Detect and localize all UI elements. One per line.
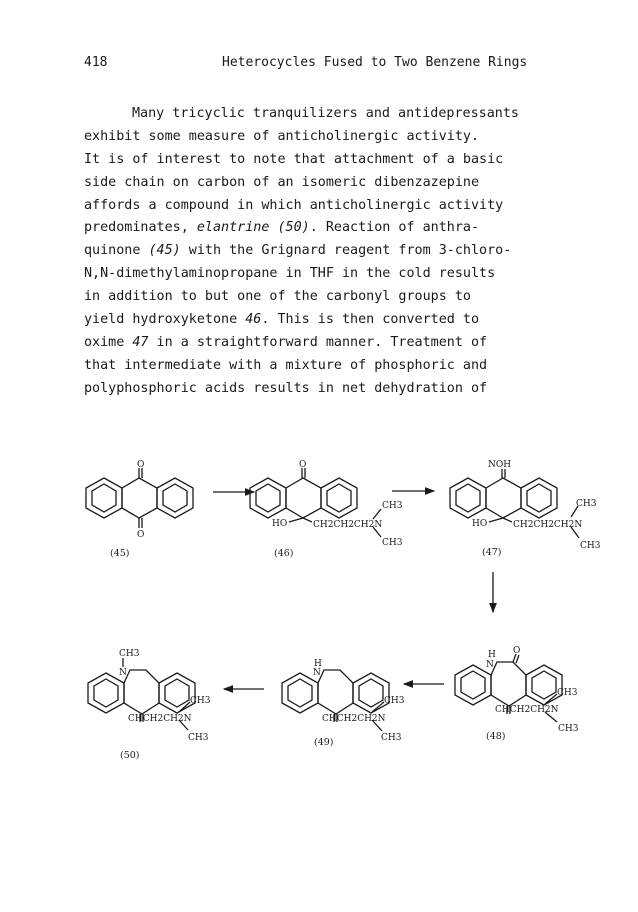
text-line: polyphosphoric acids results in net dehydration of — [84, 380, 488, 396]
structure-49 — [282, 659, 405, 748]
side-chain-label: CHCH2CH2N — [128, 714, 192, 724]
side-chain-label: CHCH2CH2N — [495, 705, 559, 715]
compound-ref: 46 — [245, 312, 262, 328]
nh-hydrogen-label: H — [488, 650, 496, 660]
methyl-label: CH3 — [557, 688, 578, 698]
compound-ref: (45) — [148, 243, 181, 259]
body-paragraph — [84, 103, 584, 401]
compound-ref: 47 — [132, 334, 149, 350]
text-line: exhibit some measure of anticholinergic activity. — [84, 128, 480, 144]
structure-47 — [450, 460, 601, 558]
methyl-label: CH3 — [384, 696, 405, 706]
methyl-label: CH3 — [381, 733, 402, 743]
oxime-label: NOH — [488, 460, 512, 470]
hydroxyl-label: HO — [472, 519, 488, 529]
compound-label-47: (47) — [482, 547, 502, 558]
methyl-label: CH3 — [188, 733, 209, 743]
methyl-label: CH3 — [558, 724, 579, 734]
text-line: side chain on carbon of an isomeric dibenzazepine — [84, 174, 480, 190]
methyl-label: CH3 — [190, 696, 211, 706]
nitrogen-label: N — [313, 668, 321, 678]
running-head: Heterocycles Fused to Two Benzene Rings — [222, 55, 528, 70]
text-line: in addition to but one of the carbonyl groups to — [84, 289, 471, 305]
text-line: Many tricyclic tranquilizers and antidepressants — [132, 106, 519, 121]
page-header — [84, 55, 584, 75]
structure-48 — [455, 646, 579, 742]
text-line: predominates, elantrine (50). Reaction of anthra- — [84, 220, 480, 236]
compound-label-49: (49) — [314, 737, 334, 748]
methyl-label: CH3 — [576, 499, 597, 509]
methyl-label: CH3 — [382, 501, 403, 511]
carbonyl-o-label: O — [513, 646, 521, 656]
compound-label-46: (46) — [274, 548, 294, 559]
text-line: affords a compound in which anticholinergic activity — [84, 197, 504, 213]
drug-name-elantrine: elantrine (50) — [196, 220, 310, 236]
nitrogen-label: N — [486, 660, 494, 670]
compound-label-48: (48) — [486, 731, 506, 742]
text-line: quinone (45) with the Grignard reagent from 3-chloro- — [84, 243, 512, 259]
n-methyl-label: CH3 — [119, 649, 140, 659]
side-chain-label: CH2CH2CH2N — [513, 520, 583, 530]
nitrogen-label: N — [119, 668, 127, 678]
text-line: N,N-dimethylaminopropane in THF in the cold results — [84, 266, 496, 282]
carbonyl-o-label: O — [137, 530, 145, 540]
text-line: oxime 47 in a straightforward manner. Treatment of — [84, 334, 488, 350]
hydroxyl-label: HO — [272, 519, 288, 529]
structure-50 — [88, 649, 211, 761]
compound-label-45: (45) — [110, 548, 130, 559]
text-line: It is of interest to note that attachment of a basic — [84, 151, 504, 167]
carbonyl-o-label: O — [299, 460, 307, 470]
nh-hydrogen-label: H — [314, 659, 322, 669]
structure-45 — [86, 460, 193, 559]
structure-46 — [250, 460, 403, 559]
methyl-label: CH3 — [580, 541, 601, 551]
carbonyl-o-label: O — [137, 460, 145, 470]
side-chain-label: CH2CH2CH2N — [313, 520, 383, 530]
reaction-scheme — [0, 440, 638, 800]
text-line: yield hydroxyketone 46. This is then converted to — [84, 312, 480, 328]
page-number: 418 — [84, 55, 108, 70]
compound-label-50: (50) — [120, 750, 140, 761]
side-chain-label: CHCH2CH2N — [322, 714, 386, 724]
text-line: that intermediate with a mixture of phosphoric and — [84, 357, 488, 373]
methyl-label: CH3 — [382, 538, 403, 548]
